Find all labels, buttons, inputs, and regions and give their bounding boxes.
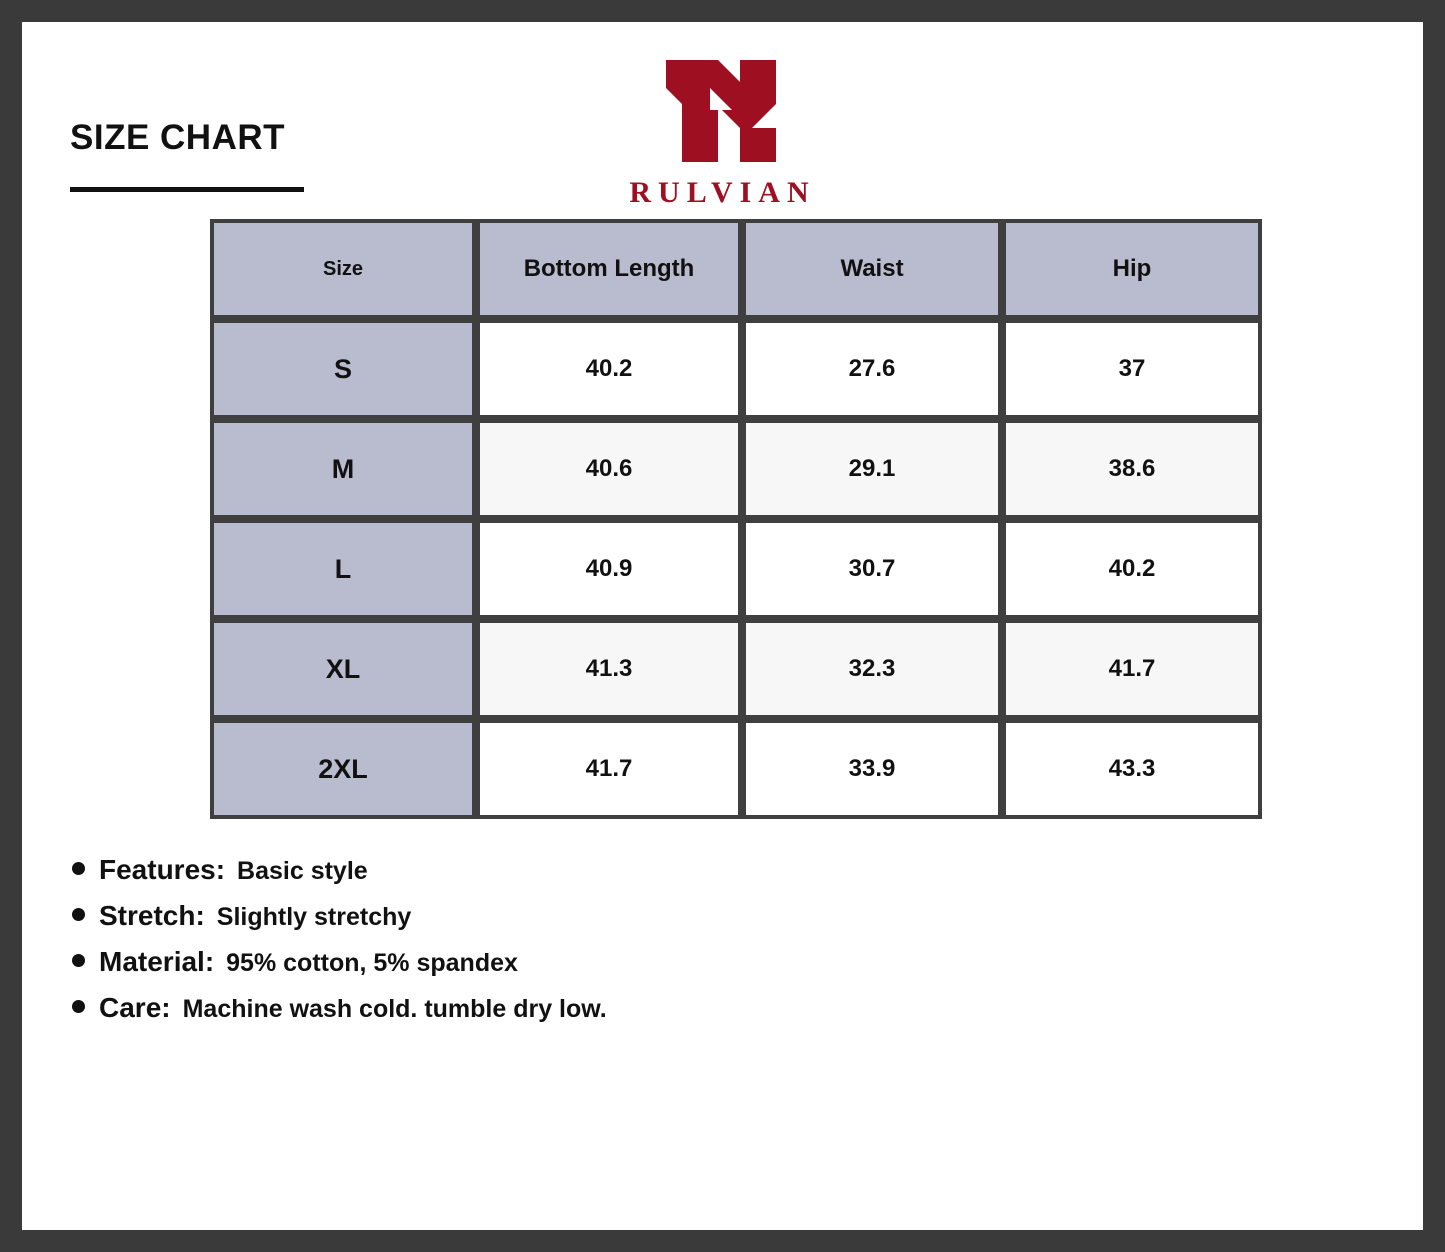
table-row [210,419,1262,519]
product-notes [72,854,1272,1038]
cell-bottom-length: 41.7 [476,719,742,819]
cell-bottom-length: 40.6 [476,419,742,519]
cell-size: M [210,419,476,519]
column-header-bottom-length: Bottom Length [476,219,742,319]
note-label: Features: [99,854,226,885]
table-row [210,519,1262,619]
table-row [210,319,1262,419]
brand-logo [22,58,1423,210]
cell-size: XL [210,619,476,719]
size-table [210,219,1262,819]
note-label: Material: [99,946,215,977]
size-table-container [210,219,1230,819]
note-value: 95% cotton, 5% spandex [226,949,518,977]
note-item-material [72,946,1272,978]
cell-size: 2XL [210,719,476,819]
column-header-waist: Waist [742,219,1002,319]
note-item-care [72,992,1272,1024]
cell-waist: 30.7 [742,519,1002,619]
note-value: Basic style [237,857,368,885]
table-row [210,719,1262,819]
table-header-row [210,219,1262,319]
cell-waist: 32.3 [742,619,1002,719]
note-label: Care: [99,992,171,1023]
note-value: Slightly stretchy [216,903,412,931]
cell-hip: 38.6 [1002,419,1262,519]
cell-waist: 27.6 [742,319,1002,419]
table-body [210,319,1262,819]
cell-bottom-length: 40.2 [476,319,742,419]
cell-hip: 43.3 [1002,719,1262,819]
cell-waist: 33.9 [742,719,1002,819]
note-item-features [72,854,1272,886]
bullet-icon [72,1000,85,1013]
bullet-icon [72,954,85,967]
cell-size: S [210,319,476,419]
cell-size: L [210,519,476,619]
cell-waist: 29.1 [742,419,1002,519]
rulvian-r-logo-icon [648,58,798,168]
cell-hip: 37 [1002,319,1262,419]
bullet-icon [72,862,85,875]
column-header-size: Size [210,219,476,319]
page-inner [22,22,1423,1230]
bullet-icon [72,908,85,921]
page-title: SIZE CHART [70,118,285,157]
cell-hip: 41.7 [1002,619,1262,719]
column-header-hip: Hip [1002,219,1262,319]
note-label: Stretch: [99,900,205,931]
note-item-stretch [72,900,1272,932]
cell-bottom-length: 40.9 [476,519,742,619]
cell-bottom-length: 41.3 [476,619,742,719]
brand-name: RULVIAN [629,176,816,209]
table-row [210,619,1262,719]
cell-hip: 40.2 [1002,519,1262,619]
note-value: Machine wash cold. tumble dry low. [182,995,607,1023]
table-header [210,219,1262,319]
